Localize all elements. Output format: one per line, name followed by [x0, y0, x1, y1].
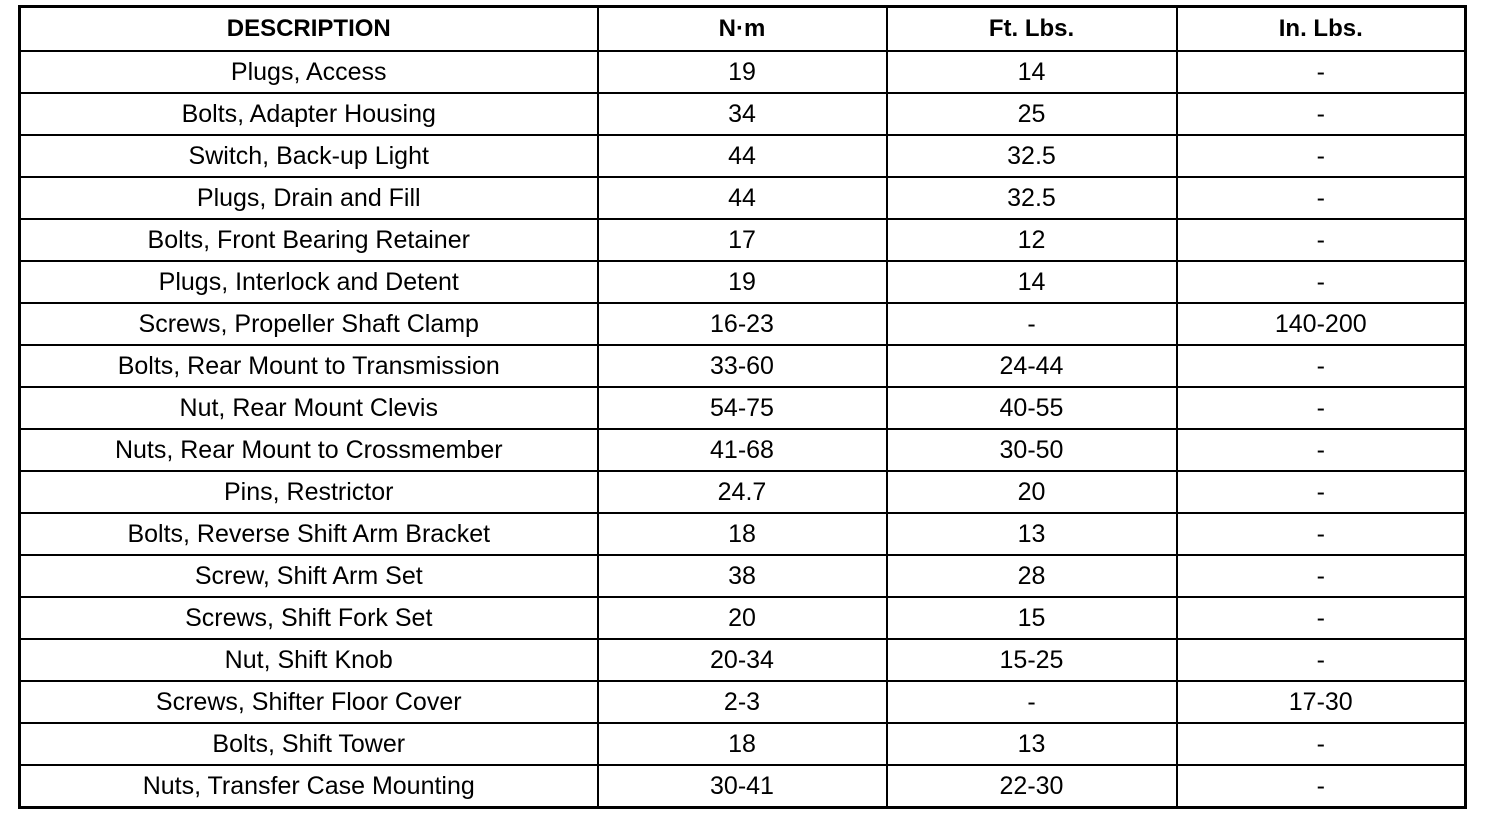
cell-inch-pounds: -: [1177, 51, 1466, 93]
cell-description: Pins, Restrictor: [20, 471, 598, 513]
table-row: [20, 135, 1466, 177]
cell-newton-meters: 20-34: [598, 639, 887, 681]
table-row: [20, 219, 1466, 261]
cell-inch-pounds: -: [1177, 765, 1466, 808]
cell-foot-pounds: 15-25: [887, 639, 1177, 681]
table-row: [20, 597, 1466, 639]
cell-foot-pounds: 28: [887, 555, 1177, 597]
cell-inch-pounds: 140-200: [1177, 303, 1466, 345]
table-row: [20, 681, 1466, 723]
table-row: [20, 261, 1466, 303]
cell-inch-pounds: -: [1177, 93, 1466, 135]
cell-inch-pounds: -: [1177, 177, 1466, 219]
cell-description: Plugs, Interlock and Detent: [20, 261, 598, 303]
cell-description: Nuts, Transfer Case Mounting: [20, 765, 598, 808]
cell-newton-meters: 18: [598, 723, 887, 765]
cell-description: Screw, Shift Arm Set: [20, 555, 598, 597]
cell-description: Plugs, Drain and Fill: [20, 177, 598, 219]
cell-foot-pounds: 20: [887, 471, 1177, 513]
cell-description: Screws, Shifter Floor Cover: [20, 681, 598, 723]
cell-description: Bolts, Front Bearing Retainer: [20, 219, 598, 261]
cell-newton-meters: 2-3: [598, 681, 887, 723]
table-row: [20, 471, 1466, 513]
table-row: [20, 765, 1466, 808]
cell-description: Plugs, Access: [20, 51, 598, 93]
cell-newton-meters: 33-60: [598, 345, 887, 387]
header-foot-pounds: Ft. Lbs.: [887, 7, 1177, 52]
cell-foot-pounds: 32.5: [887, 135, 1177, 177]
cell-description: Bolts, Reverse Shift Arm Bracket: [20, 513, 598, 555]
cell-inch-pounds: -: [1177, 639, 1466, 681]
cell-newton-meters: 24.7: [598, 471, 887, 513]
cell-newton-meters: 16-23: [598, 303, 887, 345]
cell-inch-pounds: -: [1177, 429, 1466, 471]
cell-inch-pounds: -: [1177, 723, 1466, 765]
cell-newton-meters: 30-41: [598, 765, 887, 808]
cell-newton-meters: 20: [598, 597, 887, 639]
cell-description: Nuts, Rear Mount to Crossmember: [20, 429, 598, 471]
header-inch-pounds: In. Lbs.: [1177, 7, 1466, 52]
table-row: [20, 387, 1466, 429]
cell-newton-meters: 18: [598, 513, 887, 555]
cell-description: Bolts, Adapter Housing: [20, 93, 598, 135]
cell-inch-pounds: -: [1177, 387, 1466, 429]
torque-spec-table: [18, 5, 1467, 809]
cell-foot-pounds: 13: [887, 723, 1177, 765]
cell-inch-pounds: -: [1177, 555, 1466, 597]
cell-foot-pounds: 13: [887, 513, 1177, 555]
cell-foot-pounds: 24-44: [887, 345, 1177, 387]
cell-foot-pounds: 32.5: [887, 177, 1177, 219]
cell-inch-pounds: -: [1177, 135, 1466, 177]
cell-description: Nut, Rear Mount Clevis: [20, 387, 598, 429]
table-row: [20, 429, 1466, 471]
cell-inch-pounds: -: [1177, 261, 1466, 303]
cell-foot-pounds: -: [887, 303, 1177, 345]
table-row: [20, 639, 1466, 681]
cell-newton-meters: 38: [598, 555, 887, 597]
table-row: [20, 345, 1466, 387]
cell-foot-pounds: 22-30: [887, 765, 1177, 808]
cell-foot-pounds: 30-50: [887, 429, 1177, 471]
table-row: [20, 723, 1466, 765]
table-header: [20, 7, 1466, 52]
table-body: [20, 51, 1466, 808]
cell-newton-meters: 34: [598, 93, 887, 135]
cell-newton-meters: 19: [598, 51, 887, 93]
cell-foot-pounds: -: [887, 681, 1177, 723]
header-row: [20, 7, 1466, 52]
cell-foot-pounds: 12: [887, 219, 1177, 261]
cell-description: Bolts, Shift Tower: [20, 723, 598, 765]
cell-inch-pounds: 17-30: [1177, 681, 1466, 723]
cell-inch-pounds: -: [1177, 471, 1466, 513]
cell-foot-pounds: 25: [887, 93, 1177, 135]
header-newton-meters: N·m: [598, 7, 887, 52]
table-row: [20, 555, 1466, 597]
table-row: [20, 177, 1466, 219]
cell-newton-meters: 17: [598, 219, 887, 261]
cell-foot-pounds: 40-55: [887, 387, 1177, 429]
cell-inch-pounds: -: [1177, 219, 1466, 261]
cell-description: Switch, Back-up Light: [20, 135, 598, 177]
table-row: [20, 513, 1466, 555]
cell-newton-meters: 54-75: [598, 387, 887, 429]
cell-inch-pounds: -: [1177, 513, 1466, 555]
cell-description: Bolts, Rear Mount to Transmission: [20, 345, 598, 387]
table-row: [20, 93, 1466, 135]
cell-foot-pounds: 14: [887, 51, 1177, 93]
cell-newton-meters: 19: [598, 261, 887, 303]
header-description: DESCRIPTION: [20, 7, 598, 52]
table-row: [20, 51, 1466, 93]
cell-newton-meters: 44: [598, 135, 887, 177]
table-row: [20, 303, 1466, 345]
cell-description: Screws, Propeller Shaft Clamp: [20, 303, 598, 345]
cell-inch-pounds: -: [1177, 345, 1466, 387]
cell-newton-meters: 44: [598, 177, 887, 219]
cell-newton-meters: 41-68: [598, 429, 887, 471]
cell-description: Screws, Shift Fork Set: [20, 597, 598, 639]
cell-description: Nut, Shift Knob: [20, 639, 598, 681]
cell-inch-pounds: -: [1177, 597, 1466, 639]
cell-foot-pounds: 15: [887, 597, 1177, 639]
cell-foot-pounds: 14: [887, 261, 1177, 303]
